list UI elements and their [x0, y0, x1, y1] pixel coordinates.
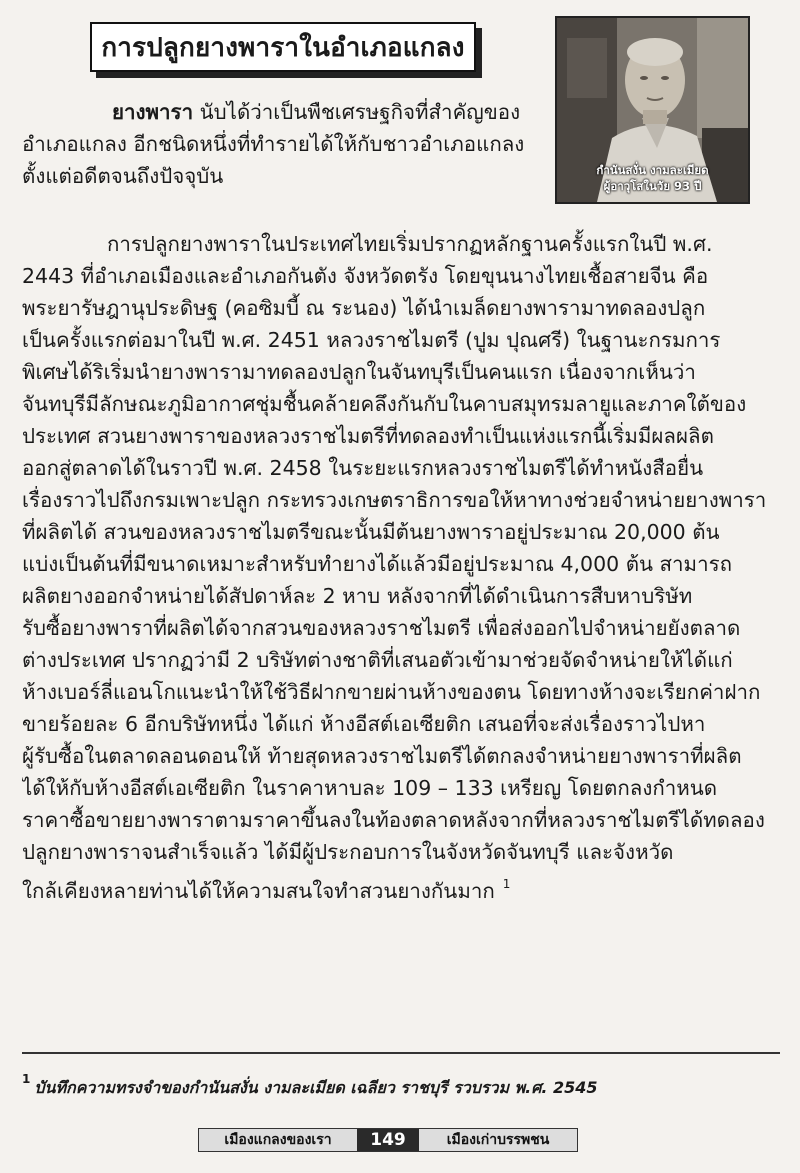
body-line: ต่างประเทศ ปรากฏว่ามี 2 บริษัทต่างชาติที่เสนอตัวเข้ามาช่วยจัดจำหน่ายให้ได้แก่ — [22, 648, 733, 672]
caption-line-1: กำนันสงั่น งามละเมียด — [596, 163, 709, 177]
body-line: ได้ให้กับห้างอีสต์เอเซียติก ในราคาหาบละ 109 – 133 เหรียญ โดยตกลงกำหนด — [22, 776, 718, 800]
footnote — [22, 1072, 780, 1101]
intro-line-1: นับได้ว่าเป็นพืชเศรษฐกิจที่สำคัญของ — [199, 100, 521, 124]
body-line: รับซื้อยางพาราที่ผลิตได้จากสวนของหลวงราชไมตรี เพื่อส่งออกไปจำหน่ายยังตลาด — [22, 616, 741, 640]
footnote-divider — [22, 1052, 780, 1054]
body-line: เป็นครั้งแรกต่อมาในปี พ.ศ. 2451 หลวงราชไมตรี (ปูม ปุณศรี) ในฐานะกรมการ — [22, 328, 721, 352]
intro-line-3: ตั้งแต่อดีตจนถึงปัจจุบัน — [22, 164, 224, 188]
caption-line-2: ผู้อาวุโสในวัย 93 ปี — [603, 179, 702, 193]
intro-line-2: อำเภอแกลง อีกชนิดหนึ่งที่ทำรายได้ให้กับชาวอำเภอแกลง — [22, 132, 525, 156]
body-line: ราคาซื้อขายยางพาราตามราคาขึ้นลงในท้องตลาดหลังจากที่หลวงราชไมตรีได้ทดลอง — [22, 808, 765, 832]
title-box — [90, 22, 476, 72]
body-paragraph — [22, 228, 780, 900]
page-number: 149 — [357, 1129, 419, 1151]
page-title: การปลูกยางพาราในอำเภอแกลง — [101, 32, 465, 63]
body-line: พิเศษได้ริเริ่มนำยางพารามาทดลองปลูกในจันทบุรีเป็นคนแรก เนื่องจากเห็นว่า — [22, 360, 696, 384]
body-line: ใกล้เคียงหลายท่านได้ให้ความสนใจทำสวนยางกันมาก — [22, 879, 495, 900]
body-line: ปลูกยางพาราจนสำเร็จแล้ว ได้มีผู้ประกอบการในจังหวัดจันทบุรี และจังหวัด — [22, 840, 674, 864]
intro-paragraph — [22, 96, 780, 192]
page-footer — [198, 1128, 578, 1152]
footer-left-label: เมืองแกลงของเรา — [224, 1132, 332, 1148]
body-line: ประเทศ สวนยางพาราของหลวงราชไมตรีที่ทดลองทำเป็นแห่งแรกนี้เริ่มมีผลผลิต — [22, 424, 714, 448]
body-line: ออกสู่ตลาดได้ในราวปี พ.ศ. 2458 ในระยะแรกหลวงราชไมตรีได้ทำหนังสือยื่น — [22, 456, 704, 480]
body-line: การปลูกยางพาราในประเทศไทยเริ่มปรากฏหลักฐานครั้งแรกในปี พ.ศ. — [107, 232, 713, 256]
footnote-reference: 1 — [502, 877, 511, 891]
body-line: ที่ผลิตได้ สวนของหลวงราชไมตรีขณะนั้นมีต้นยางพาราอยู่ประมาณ 20,000 ต้น — [22, 520, 720, 544]
body-line: แบ่งเป็นต้นที่มีขนาดเหมาะสำหรับทำยางได้แล้วมีอยู่ประมาณ 4,000 ต้น สามารถ — [22, 552, 733, 576]
footer-right-label: เมืองเก่าบรรพชน — [446, 1132, 550, 1148]
body-line: จันทบุรีมีลักษณะภูมิอากาศชุ่มชื้นคล้ายคลึงกันกับในคาบสมุทรมลายูและภาคใต้ของ — [22, 392, 747, 416]
body-line: ผู้รับซื้อในตลาดลอนดอนให้ ท้ายสุดหลวงราชไมตรีได้ตกลงจำหน่ายยางพาราที่ผลิต — [22, 744, 742, 768]
body-line: ห้างเบอร์ลี่แอนโกแนะนำให้ใช้วิธีฝากขายผ่านห้างของตน โดยทางห้างจะเรียกค่าฝาก — [22, 680, 761, 704]
intro-lead-word: ยางพารา — [112, 100, 194, 124]
body-line-last — [22, 868, 780, 900]
body-line: ผลิตยางออกจำหน่ายได้สัปดาห์ละ 2 หาบ หลังจากที่ได้ดำเนินการสืบหาบริษัท — [22, 584, 693, 608]
footnote-number: 1 — [22, 1072, 31, 1086]
body-line: 2443 ที่อำเภอเมืองและอำเภอกันตัง จังหวัดตรัง โดยขุนนางไทยเชื้อสายจีน คือ — [22, 264, 709, 288]
body-line: พระยารัษฎานุประดิษฐ (คอซิมบี้ ณ ระนอง) ได้นำเมล็ดยางพารามาทดลองปลูก — [22, 296, 706, 320]
body-line: เรื่องราวไปถึงกรมเพาะปลูก กระทรวงเกษตราธิการขอให้หาทางช่วยจำหน่ายยางพารา — [22, 488, 767, 512]
body-line: ขายร้อยละ 6 อีกบริษัทหนึ่ง ได้แก่ ห้างอีสต์เอเซียติก เสนอที่จะส่งเรื่องราวไปหา — [22, 712, 706, 736]
footnote-text: บันทึกความทรงจำของกำนันสงั่น งามละเมียด เฉลียว ราชบุรี รวบรวม พ.ศ. 2545 — [34, 1078, 598, 1097]
